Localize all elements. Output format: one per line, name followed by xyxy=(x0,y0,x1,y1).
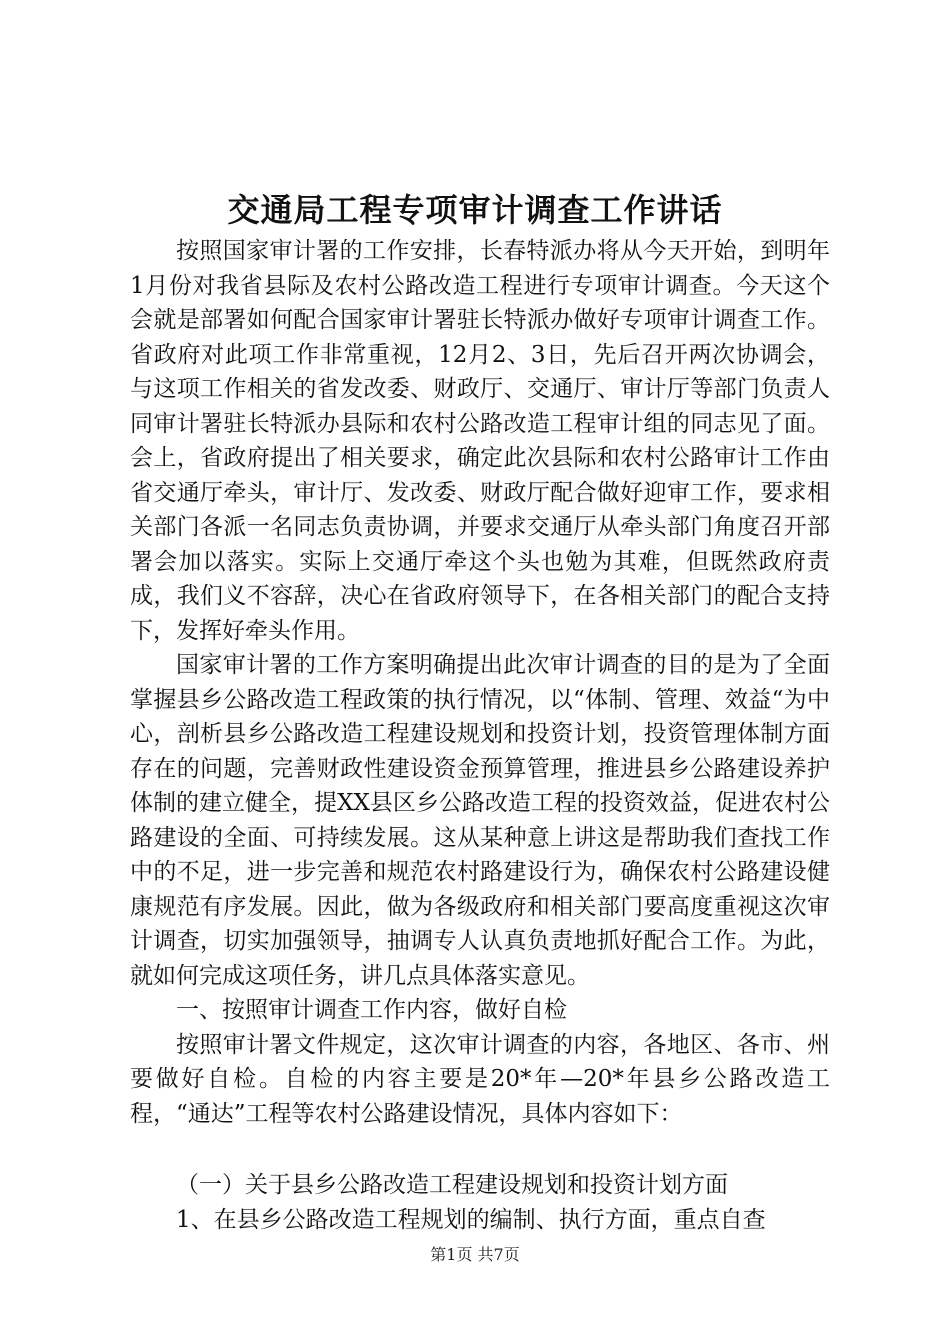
paragraph-2: 国家审计署的工作方案明确提出此次审计调查的目的是为了全面掌握县乡公路改造工程政策的执行情况，以“体制、管理、效益“为中心，剖析县乡公路改造工程建设规划和投资计划，投资管理体制方面存在的问题，完善财政性建设资金预算管理，推进县乡公路建设养护体制的建立健全，提XX县区乡公路改造工程的投资效益，促进农村公路建设的全面、可持续发展。这从某种意上讲这是帮助我们查找工作中的不足，进一步完善和规范农村路建设行为，确保农村公路建设健康规范有序发展。因此，做为各级政府和相关部门要高度重视这次审计调查，切实加强领导，抽调专人认真负责地抓好配合工作。为此，就如何完成这项任务，讲几点具体落实意见。 xyxy=(130,652,830,989)
page-footer: 第1页 共7页 xyxy=(430,1245,520,1264)
section-1-heading: 一、按照审计调查工作内容，做好自检 xyxy=(176,997,567,1023)
document-body xyxy=(130,234,830,1237)
document-title: 交通局工程专项审计调查工作讲话 xyxy=(227,191,723,229)
subsection-1-heading: （一）关于县乡公路改造工程建设规划和投资计划方面 xyxy=(176,1172,728,1198)
item-1-text: 1、在县乡公路改造工程规划的编制、执行方面，重点自查 xyxy=(176,1206,766,1233)
section-1-paragraph: 按照审计署文件规定，这次审计调查的内容，各地区、各市、州要做好自检。自检的内容主要是20*年—20*年县乡公路改造工程，“通达”工程等农村公路建设情况，具体内容如下： xyxy=(130,1031,830,1127)
paragraph-1: 按照国家审计署的工作安排，长春特派办将从今天开始，到明年1月份对我省县际及农村公路改造工程进行专项审计调查。今天这个会就是部署如何配合国家审计署驻长特派办做好专项审计调查工作。省政府对此项工作非常重视，12月2、3日，先后召开两次协调会，与这项工作相关的省发改委、财政厅、交通厅、审计厅等部门负责人同审计署驻长特派办县际和农村公路改造工程审计组的同志见了面。会上，省政府提出了相关要求，确定此次县际和农村公路审计工作由省交通厅牵头，审计厅、发改委、财政厅配合做好迎审工作，要求相关部门各派一名同志负责协调，并要求交通厅从牵头部门角度召开部署会加以落实。实际上交通厅牵这个头也勉为其难，但既然政府责成，我们义不容辞，决心在省政府领导下，在各相关部门的配合支持下，发挥好牵头作用。 xyxy=(130,238,830,644)
